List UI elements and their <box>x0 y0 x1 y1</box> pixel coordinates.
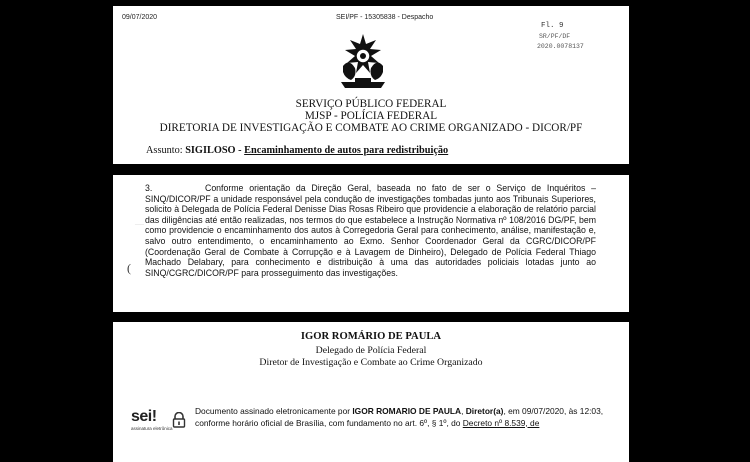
signature-panel <box>113 322 629 462</box>
sei-text-prefix: Documento assinado eletronicamente por <box>195 406 353 416</box>
paragraph-text: Conforme orientação da Direção Geral, baseada no fato de ser o Serviço de Inquéritos – SINQ/DICOR/PF a unidade responsável pela condução de investigações tombadas junto aos Tribunais Superiores, solicito à Delegada de Polícia Federal Denisse Dias Rosas Ribeiro que providencie a elaboração de relatório parcial das diligências até então realizadas, nos termos do que estabelece a Instrução Normativa nº 108/2016 DG/PF, bem como providencie o encaminhamento dos autos à Corregedoria Geral para conhecimento, análise, manifestação e, salvo outro entendimento, o encaminhamento ao Exmo. Senhor Coordenador Geral da CGRC/DICOR/PF (Coordenação Geral de Combate à Corrupção e à Lavagem de Dinheiro), Delegado de Polícia Federal Thiago Machado Delabary, para conhecimento e distribuição à uma das autoridades policiais lotadas junto ao SINQ/CGRC/DICOR/PF para prosseguimento das investigações. <box>145 183 596 278</box>
sei-logo: sei! <box>131 408 157 425</box>
sei-signer-name: IGOR ROMARIO DE PAULA <box>352 406 462 416</box>
sei-text-comma: , <box>461 406 466 416</box>
subject-text: Encaminhamento de autos para redistribuição <box>244 145 449 156</box>
signer-role: Delegado de Polícia Federal <box>315 345 427 356</box>
coat-of-arms-icon <box>335 32 391 90</box>
sei-signature-statement <box>195 406 617 429</box>
subject-line <box>146 145 448 156</box>
org-ministry-line: MJSP - POLÍCIA FEDERAL <box>304 110 438 122</box>
signer-name: IGOR ROMÁRIO DE PAULA <box>300 331 442 342</box>
decree-link[interactable]: Decreto nº 8.539, de <box>462 417 540 428</box>
document-reference: SEI/PF - 15305838 - Despacho <box>336 14 434 21</box>
document-body-panel <box>113 175 629 312</box>
stamp-process: 2020.0078137 <box>537 43 584 50</box>
margin-mark: — <box>135 219 144 229</box>
sei-logo-box <box>125 402 191 436</box>
subject-label: Assunto: <box>146 145 183 156</box>
org-directorate-line: DIRETORIA DE INVESTIGAÇÃO E COMBATE AO CRIME ORGANIZADO - DICOR/PF <box>159 122 583 134</box>
document-header-panel <box>113 6 629 164</box>
lock-icon <box>172 412 186 428</box>
paragraph-number: 3. <box>145 183 153 193</box>
sei-text-middle: , em 09/07/2020, às 12:03, conforme horário oficial de Brasília, com fundamento no art. 6º, § 1º, do <box>195 406 604 428</box>
sei-logo-subtitle: assinatura eletrônica <box>131 426 173 431</box>
stamp-unit: SR/PF/DF <box>539 33 571 40</box>
paragraph-3 <box>145 183 596 278</box>
org-service-line: SERVIÇO PÚBLICO FEDERAL <box>295 98 447 110</box>
sei-signer-role: Diretor(a) <box>465 406 504 416</box>
signer-position: Diretor de Investigação e Combate ao Crime Organizado <box>259 357 483 368</box>
subject-classification: SIGILOSO <box>185 145 236 156</box>
print-date: 09/07/2020 <box>122 14 158 21</box>
stamp-folio: Fl. 9 <box>541 22 564 30</box>
margin-bracket: ( <box>127 261 131 275</box>
subject-dash: - <box>235 145 245 156</box>
